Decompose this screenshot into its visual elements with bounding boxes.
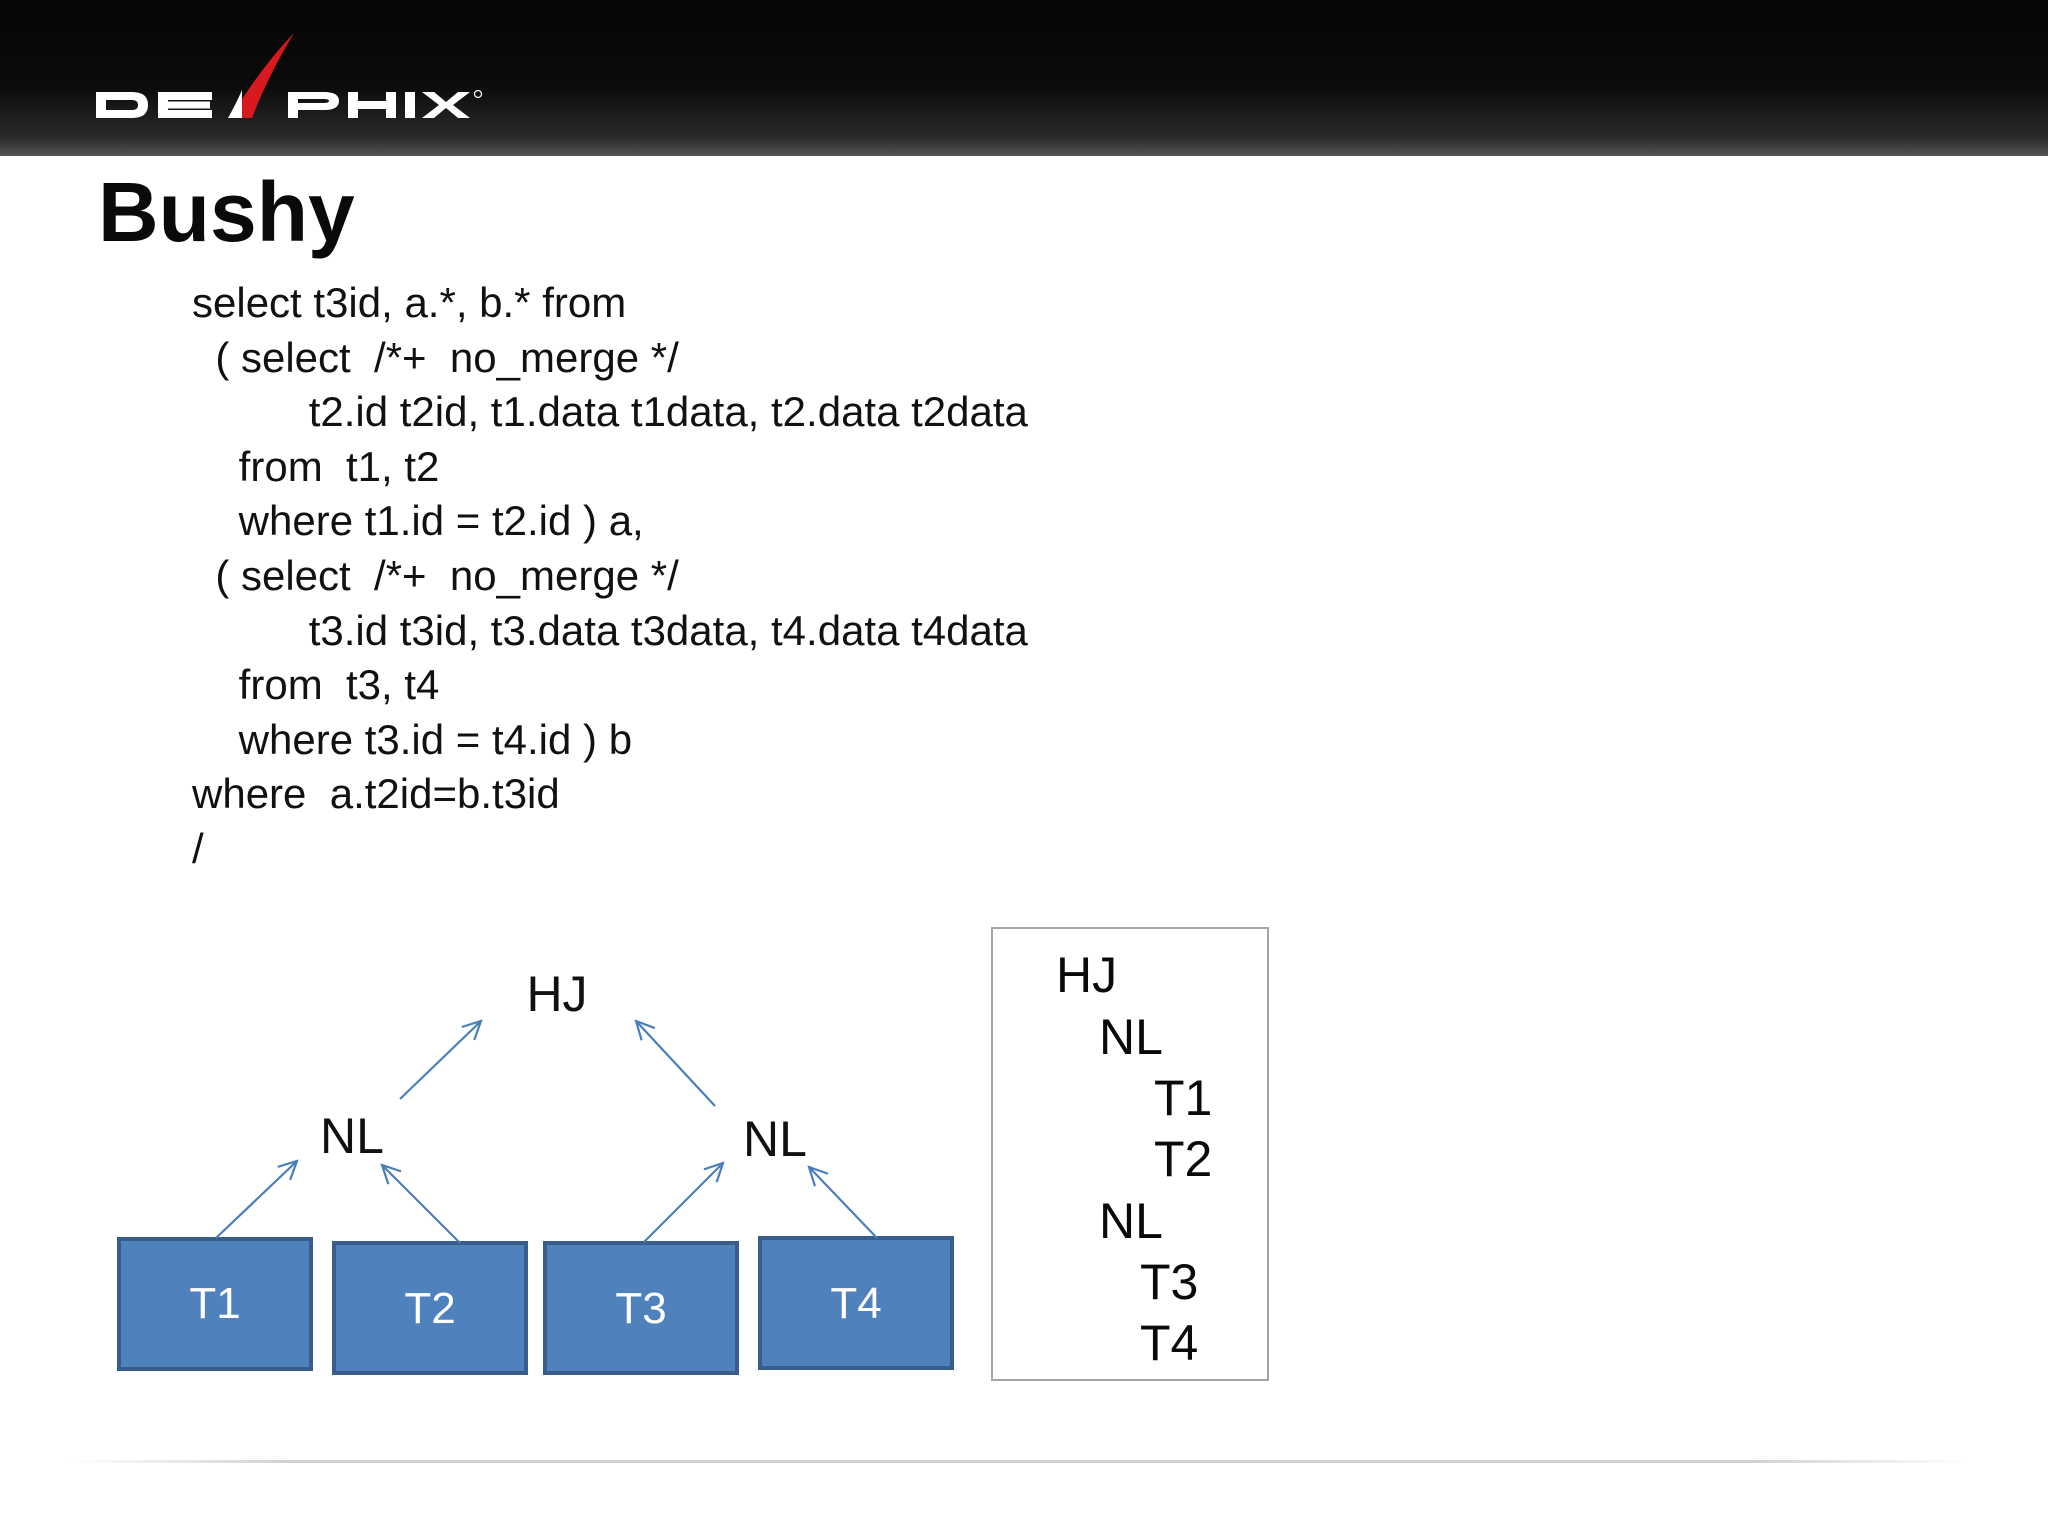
sql-line: where t3.id = t4.id ) b bbox=[192, 715, 633, 763]
sql-line: / bbox=[192, 824, 204, 872]
execution-plan-box bbox=[991, 927, 1269, 1381]
arrow-nl-left-to-hj bbox=[400, 1021, 481, 1099]
plan-line: NL bbox=[1099, 1193, 1163, 1249]
table-label-t3: T3 bbox=[615, 1284, 667, 1333]
join-label-hj: HJ bbox=[526, 966, 588, 1022]
sql-line: where t1.id = t2.id ) a, bbox=[192, 497, 644, 545]
plan-line: T2 bbox=[1154, 1131, 1213, 1187]
sql-line: t3.id t3id, t3.data t3data, t4.data t4data bbox=[192, 606, 1028, 654]
slide-title: Bushy bbox=[98, 165, 355, 259]
arrow-t2-to-nl bbox=[382, 1165, 460, 1243]
table-node-t3 bbox=[545, 1243, 737, 1373]
table-node-t2 bbox=[334, 1243, 526, 1373]
sql-line: from t1, t2 bbox=[192, 442, 440, 490]
sql-line: from t3, t4 bbox=[192, 661, 440, 709]
plan-line: T4 bbox=[1140, 1315, 1199, 1371]
plan-line: HJ bbox=[1056, 947, 1118, 1003]
arrow-t1-to-nl bbox=[216, 1161, 297, 1238]
plan-line: T3 bbox=[1140, 1254, 1199, 1310]
footer-divider bbox=[70, 1460, 1970, 1463]
sql-line: ( select /*+ no_merge */ bbox=[192, 551, 679, 599]
arrow-nl-right-to-hj bbox=[636, 1021, 715, 1106]
arrow-t4-to-nl bbox=[809, 1167, 877, 1238]
sql-line: t2.id t2id, t1.data t1data, t2.data t2data bbox=[192, 388, 1028, 436]
plan-line: NL bbox=[1099, 1009, 1163, 1065]
sql-line: where a.t2id=b.t3id bbox=[192, 770, 560, 818]
sql-line: ( select /*+ no_merge */ bbox=[192, 333, 679, 381]
table-label-t2: T2 bbox=[404, 1284, 456, 1333]
table-label-t1: T1 bbox=[189, 1279, 241, 1328]
plan-line: T1 bbox=[1154, 1070, 1213, 1126]
join-label-nl-right: NL bbox=[743, 1111, 807, 1167]
table-node-t1 bbox=[119, 1239, 311, 1369]
sql-line: select t3id, a.*, b.* from bbox=[192, 279, 627, 326]
table-label-t4: T4 bbox=[830, 1279, 882, 1328]
arrow-t3-to-nl bbox=[644, 1163, 723, 1242]
join-label-nl-left: NL bbox=[320, 1108, 384, 1164]
table-node-t4 bbox=[760, 1238, 952, 1368]
